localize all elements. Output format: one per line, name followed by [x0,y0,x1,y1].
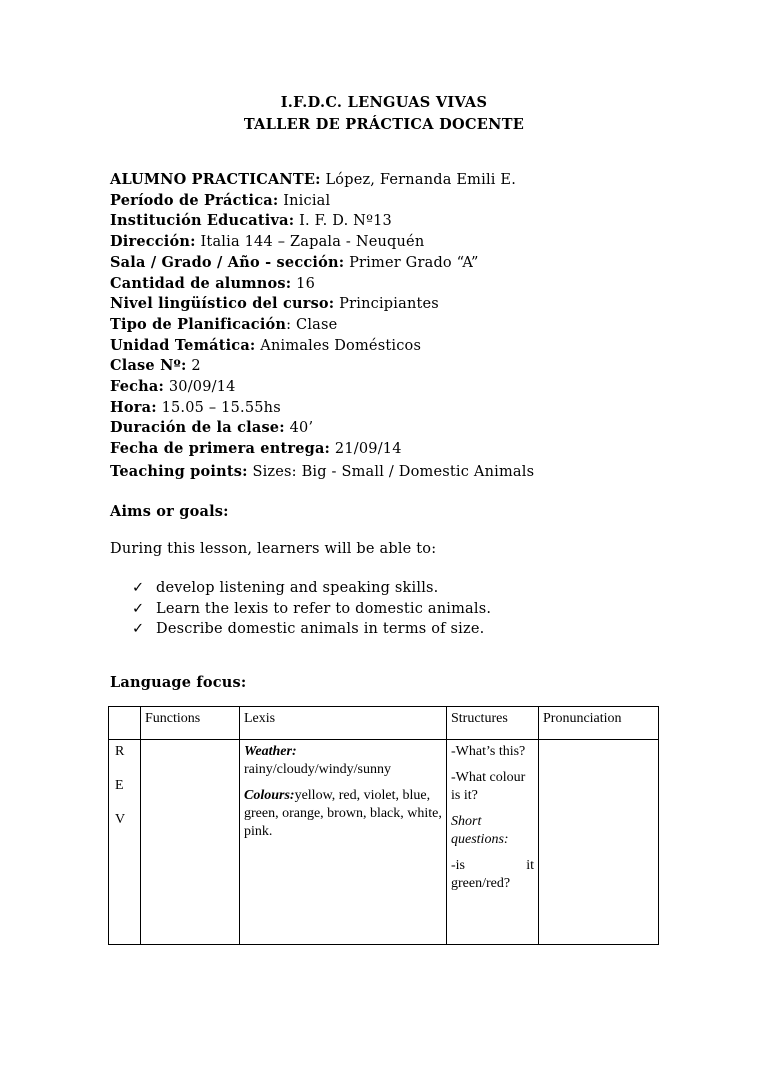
structure-item: -What’s this? [451,744,526,759]
side-letter: V [115,812,126,827]
aim-text: develop listening and speaking skills. [156,580,439,596]
weather-label [244,743,442,761]
list-item [132,599,491,620]
structure-word: it [526,858,534,873]
info-row-level [110,294,710,315]
info-row-period [110,191,710,212]
side-letters-cell [109,740,141,945]
check-icon: ✓ [132,580,145,596]
teaching-points-label: Teaching points: [110,463,248,480]
info-row-class-number [110,356,710,377]
side-letter: E [115,778,124,793]
teaching-points [110,463,534,480]
list-item [132,619,491,640]
aims-list [132,578,491,640]
language-focus-table [108,706,659,945]
info-row-students-count [110,274,710,295]
info-label: Clase Nº: [110,357,187,375]
info-value: Italia 144 – Zapala - Neuquén [195,234,425,251]
aims-heading [110,503,229,520]
info-value: 21/09/14 [330,441,402,458]
check-icon: ✓ [132,600,145,617]
info-row-plan-type [110,315,710,336]
structure-item [451,813,534,849]
info-label: Nivel lingüístico del curso: [110,295,335,313]
info-label: Duración de la clase: [110,419,285,437]
lexis-cell [240,740,447,945]
check-icon: ✓ [132,621,145,637]
info-label: Fecha de primera entrega: [110,440,331,458]
info-value: 30/09/14 [164,379,236,396]
language-focus-heading-text: Language focus: [110,674,247,691]
info-row-grade [110,253,710,274]
info-row-student [110,170,710,191]
info-value: Animales Domésticos [255,337,422,354]
header-cell-empty [109,707,141,740]
info-label: ALUMNO PRACTICANTE: [110,171,321,188]
info-label: Tipo de Planificación [110,315,287,333]
short-questions-text: Short questions: [451,814,509,847]
weather-value: rainy/cloudy/windy/sunny [244,762,391,777]
info-label: Fecha: [110,378,165,396]
structure-word: -is [451,858,465,873]
spacer [451,761,534,769]
info-label: Dirección: [110,233,196,251]
info-value: Inicial [278,192,331,209]
colours-value: yellow, red, violet, blue, green, orange, brown, black, white, pink. [244,788,442,839]
spacer [244,779,442,787]
info-row-date [110,377,710,398]
info-value: 2 [186,358,201,375]
table-header-row [109,707,659,740]
info-row-first-delivery [110,439,710,460]
info-label: Institución Educativa: [110,212,295,230]
list-item [132,578,491,599]
info-label: Período de Práctica: [110,191,279,209]
colours-label-text: Colours: [244,788,295,803]
aims-intro: During this lesson, learners will be able to: [110,541,437,557]
functions-cell [141,740,240,945]
side-letter: R [115,744,125,759]
table-row [109,740,659,945]
info-row-duration [110,418,710,439]
info-label: Cantidad de alumnos: [110,274,292,292]
colours-entry [244,787,442,841]
weather-label-text: Weather: [244,744,297,759]
aim-text: Describe domestic animals in terms of size. [156,621,485,637]
info-value: Primer Grado “A” [344,254,479,271]
info-label: Hora: [110,398,157,416]
info-value: : Clase [286,316,338,333]
structure-item [451,857,534,875]
info-value: 40’ [284,420,314,437]
aim-text: Learn the lexis to refer to domestic animals. [156,600,492,617]
header-cell-pronunciation: Pronunciation [539,707,659,740]
info-value: Principiantes [334,296,439,313]
info-row-time [110,398,710,419]
info-label: Unidad Temática: [110,336,256,354]
structure-item: -What colour is it? [451,770,526,803]
info-label: Sala / Grado / Año - sección: [110,253,345,271]
info-row-institution [110,211,710,232]
header-cell-lexis: Lexis [240,707,447,740]
teaching-points-value: Sizes: Big - Small / Domestic Animals [247,464,535,480]
structure-item: green/red? [451,876,511,891]
info-row-unit [110,336,710,357]
language-focus-heading [110,674,246,691]
structures-cell [447,740,539,945]
pronunciation-cell [539,740,659,945]
info-row-address [110,232,710,253]
spacer [451,849,534,857]
aims-heading-text: Aims or goals: [110,503,229,520]
info-value: López, Fernanda Emili E. [320,172,517,188]
workshop-title: TALLER DE PRÁCTICA DOCENTE [243,116,525,133]
header-cell-functions: Functions [141,707,240,740]
header-cell-structures: Structures [447,707,539,740]
info-value: I. F. D. Nº13 [294,213,392,230]
info-value: 16 [291,275,316,292]
institution-title: I.F.D.C. LENGUAS VIVAS [280,94,488,111]
info-value: 15.05 – 15.55hs [156,399,281,416]
lesson-info-block [110,170,710,460]
spacer [451,805,534,813]
